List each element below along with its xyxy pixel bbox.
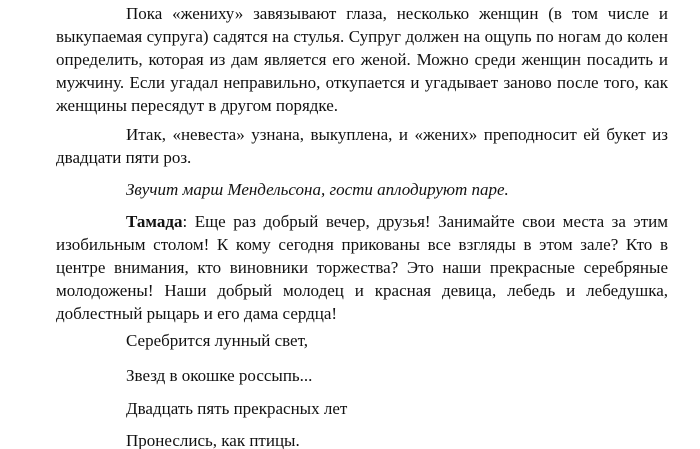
verse-line: Звезд в окошке россыпь... — [126, 366, 313, 385]
paragraph-game-description: Пока «жениху» завязывают глаза, несколько женщин (в том числе и выкупаемая супруга) садятся на стулья. Супруг должен на ощупь по ногам до колен определить, которая из дам является его женой. Можно среди женщин посадить и мужчину. Если угадал неправильно, откупается и угадывает заново после того, как женщины пересядут в другом порядке. — [56, 4, 668, 115]
verse-line: Пронеслись, как птицы. — [126, 431, 300, 449]
paragraph-bride-found: Итак, «невеста» узнана, выкуплена, и «жених» преподносит ей букет из двадцати пяти роз. — [56, 125, 668, 167]
speech-text: : Еще раз добрый вечер, друзья! Занимайте свои места за этим изобильным столом! К кому сегодня прикованы все взгляды в этом зале? Кто в центре внимания, кто виновники торжества? Это наши прекрасные серебряные молодожены! Наши добрый молодец и красная девица, лебедь и лебедушка, доблестный рыцарь и его дама сердца! — [56, 212, 668, 323]
speaker-name: Тамада — [126, 212, 183, 231]
verse-line: Двадцать пять прекрасных лет — [126, 399, 348, 418]
paragraph-toastmaster-speech — [56, 210, 668, 325]
stage-direction: Звучит марш Мендельсона, гости аплодируют паре. — [126, 180, 509, 199]
verse-line: Серебрится лунный свет, — [126, 331, 309, 350]
